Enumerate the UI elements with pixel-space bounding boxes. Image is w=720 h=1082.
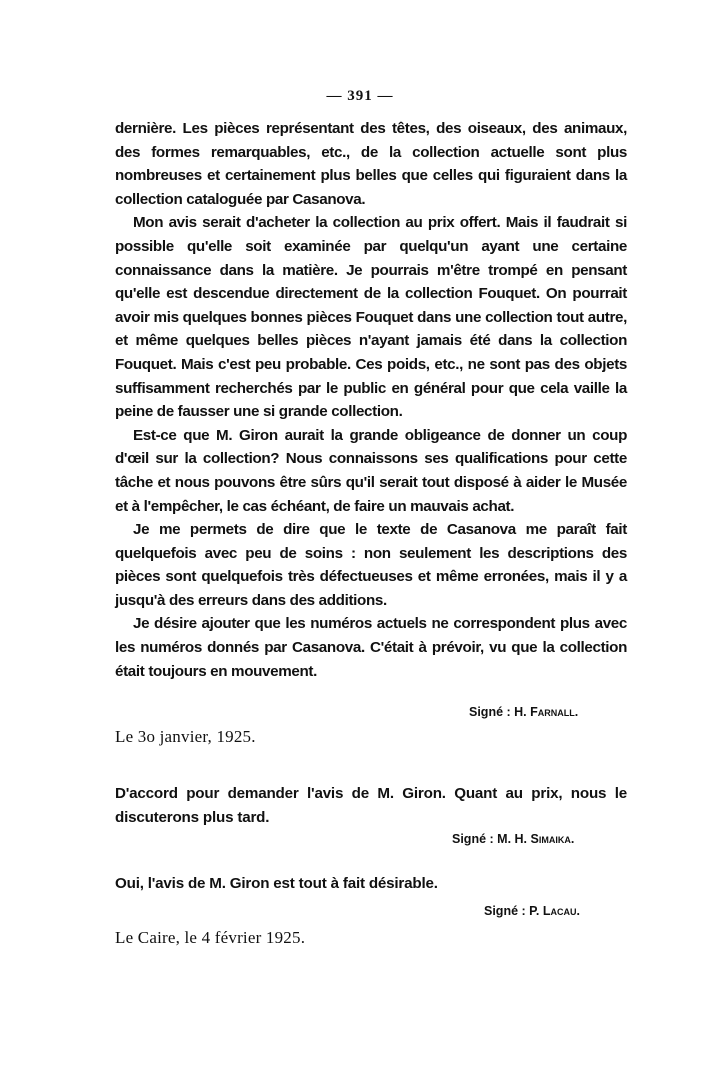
date-february: Le Caire, le 4 février 1925. (115, 928, 306, 947)
signature-label: Signé : (452, 832, 494, 846)
signature-name: P. Lacau. (529, 904, 580, 918)
signature-name: M. H. Simaika. (497, 832, 575, 846)
signature-farnall (469, 705, 578, 719)
signature-simaika (452, 832, 574, 846)
paragraph-casanova-text: Je me permets de dire que le texte de Casanova me paraît fait quelquefois avec peu de soins : non seulement les descriptions des pièces sont quelquefois très défectueuses et même erronées, mais il y a jusqu'à des erreurs dans des additions. (115, 521, 627, 609)
note-lacau: Oui, l'avis de M. Giron est tout à fait désirable. (115, 875, 438, 892)
paragraph-continuation: dernière. Les pièces représentant des têtes, des oiseaux, des animaux, des formes remarquables, etc., de la collection actuelle sont plus nombreuses et certainement plus belles que celles qui figuraient dans la collection cataloguée par Casanova. (115, 120, 627, 208)
date-january: Le 3o janvier, 1925. (115, 727, 256, 746)
note-simaika: D'accord pour demander l'avis de M. Giron. Quant au prix, nous le discuterons plus tard. (115, 785, 627, 826)
paragraph-numbering: Je désire ajouter que les numéros actuels ne correspondent plus avec les numéros donnés par Casanova. C'était à prévoir, vu que la collection était toujours en mouvement. (115, 615, 627, 680)
signature-lacau (484, 904, 580, 918)
report-body (115, 117, 627, 683)
paragraph-giron-request: Est-ce que M. Giron aurait la grande obligeance de donner un coup d'œil sur la collection? Nous connaissons ses qualifications pour cette tâche et nous pouvons être sûrs qu'il serait tout disposé à aider le Musée et à l'empêcher, le cas échéant, de faire un mauvais achat. (115, 426, 627, 515)
paragraph-recommendation: Mon avis serait d'acheter la collection au prix offert. Mais il faudrait si possible qu'elle soit examinée par quelqu'un ayant une certaine connaissance dans la matière. Je pourrais m'être trompé en pensant qu'elle est descendue directement de la collection Fouquet. On pourrait avoir mis quelques bonnes pièces Fouquet dans une collection tout autre, et même quelques belles pièces n'ayant jamais été dans la collection Fouquet. Mais c'est peu probable. Ces poids, etc., ne sont pas des objets suffisamment recherchés par le public en général pour que cela vaille la peine de fausser une si grande collection. (115, 214, 627, 421)
signature-name: H. Farnall. (514, 705, 579, 719)
signature-label: Signé : (469, 705, 511, 719)
page-number: — 391 — (326, 88, 394, 104)
signature-label: Signé : (484, 904, 526, 918)
